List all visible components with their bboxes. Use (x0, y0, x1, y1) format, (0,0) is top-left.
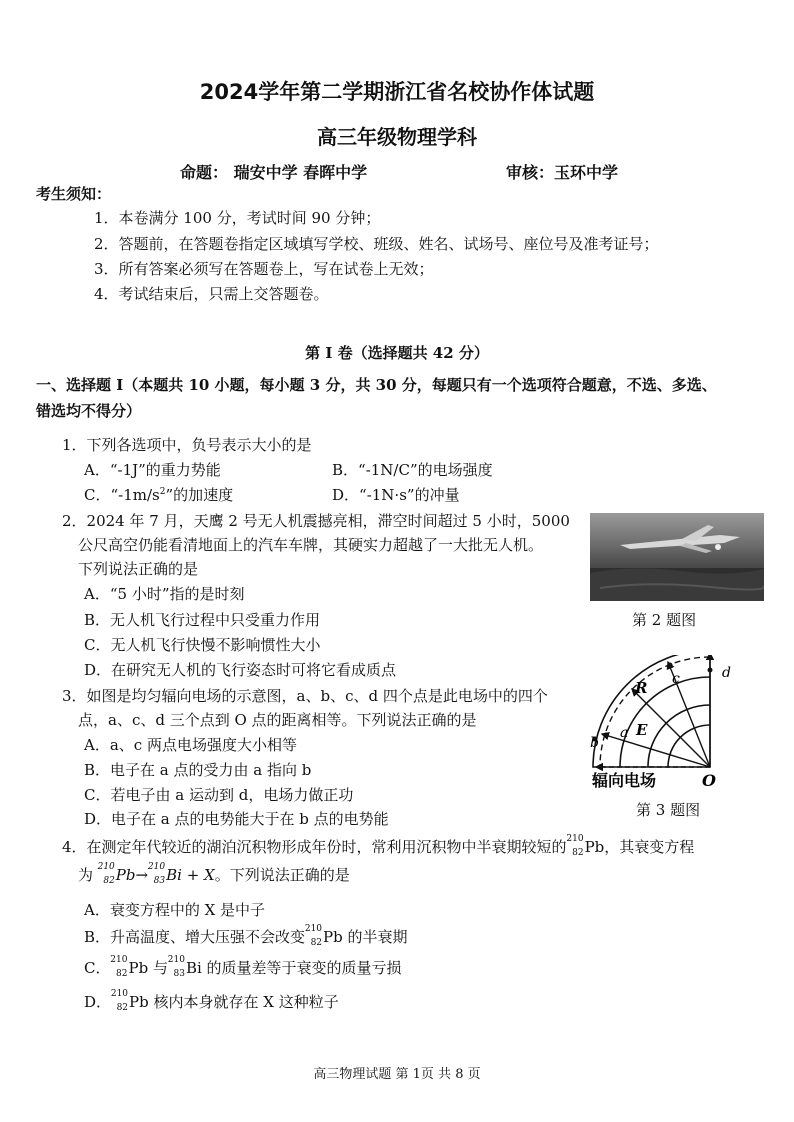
q1-option-a: A．“-1J”的重力势能 (84, 461, 221, 479)
label-a: a (620, 725, 629, 741)
figure-title: 辐向电场 (592, 771, 657, 790)
label-R: R (635, 679, 648, 697)
q1-option-b: B．“-1N/C”的电场强度 (332, 461, 493, 479)
q3-figure-caption: 第 3 题图 (636, 801, 701, 819)
section-heading: 一、选择题 I（本题共 10 小题，每小题 3 分，共 30 分，每题只有一个选项符合题意，不选、多选、 (36, 376, 717, 394)
label-O: O (702, 771, 716, 790)
label-c: c (672, 671, 680, 687)
notice-heading: 考生须知： (36, 185, 112, 203)
proposer: 命题： 瑞安中学 春晖中学 (180, 163, 368, 182)
q4-option-b: B．升高温度、增大压强不会改变 210 82 Pb 的半衰期 (84, 924, 408, 948)
section-heading-cont: 错选均不得分） (36, 402, 142, 420)
q2-option-a: A．“5 小时”指的是时刻 (84, 585, 245, 603)
q3-option-a: A．a、c 两点电场强度大小相等 (84, 736, 297, 754)
q2-stem-cont: 公尺高空仍能看清地面上的汽车车牌，其硬实力超越了一大批无人机。 (78, 536, 544, 554)
label-d: d (722, 665, 731, 681)
q2-stem: 2．2024 年 7 月，天鹰 2 号无人机震撼亮相，滞空时间超过 5 小时，5000 (62, 512, 570, 530)
page-footer: 高三物理试题 第 1页 共 8 页 (313, 1067, 481, 1082)
q4-option-d: D． 210 82 Pb 核内本身就存在 X 这种粒子 (84, 989, 339, 1013)
exam-title: 2024学年第二学期浙江省名校协作体试题 (199, 80, 595, 104)
q4-option-a: A．衰变方程中的 X 是中子 (84, 901, 266, 919)
q2-option-c: C．无人机飞行快慢不影响惯性大小 (84, 636, 321, 654)
decay-equation: 210 82 Pb→ 210 83 Bi + X (97, 862, 215, 886)
q2-stem-cont: 下列说法正确的是 (78, 560, 199, 578)
q2-figure-caption: 第 2 题图 (632, 611, 697, 629)
radial-field-figure (590, 655, 740, 795)
label-E: E (636, 721, 648, 739)
notice-item: 3．所有答案必须写在答题卷上，写在试卷上无效； (94, 260, 434, 278)
q3-option-d: D．电子在 a 点的电势能大于在 b 点的电势能 (84, 810, 389, 828)
notice-item: 4．考试结束后，只需上交答题卷。 (94, 285, 329, 303)
q4-stem: 4．在测定年代较近的湖泊沉积物形成年份时，常利用沉积物中半衰期较短的 210 82 Pb，其衰变方程 (62, 834, 695, 858)
q1-option-d: D．“-1N·s”的冲量 (332, 486, 460, 504)
q4-equation-line: 为 210 82 Pb→ 210 83 Bi + X。下列说法正确的是 (78, 862, 350, 886)
q2-option-b: B．无人机飞行过程中只受重力作用 (84, 611, 321, 629)
q3-stem-cont: 点，a、c、d 三个点到 O 点的距离相等。下列说法正确的是 (78, 711, 477, 729)
radial-field-diagram (590, 655, 740, 799)
q3-option-c: C．若电子由 a 运动到 d，电场力做正功 (84, 786, 354, 804)
reviewer: 审核：玉环中学 (506, 163, 619, 182)
q1-option-c: C．“$-1m/s^2$”的加速度 (84, 486, 234, 504)
exam-subtitle: 高三年级物理学科 (317, 125, 477, 149)
q4-option-c: C． 210 82 Pb 与 210 83 Bi 的质量差等于衰变的质量亏损 (84, 955, 402, 979)
q3-stem: 3．如图是均匀辐向电场的示意图，a、b、c、d 四个点是此电场中的四个 (62, 687, 548, 705)
q1-stem: 1．下列各选项中，负号表示大小的是 (62, 436, 312, 454)
notice-item: 2．答题前，在答题卷指定区域填写学校、班级、姓名、试场号、座位号及准考证号； (94, 235, 659, 253)
part-heading: 第 I 卷（选择题共 42 分） (305, 344, 489, 362)
drone-image (590, 513, 764, 601)
drone-photo (590, 513, 764, 601)
q3-option-b: B．电子在 a 点的受力由 a 指向 b (84, 761, 312, 779)
label-b: b (590, 735, 599, 751)
notice-item: 1．本卷满分 100 分，考试时间 90 分钟； (94, 209, 381, 227)
q2-option-d: D．在研究无人机的飞行姿态时可将它看成质点 (84, 661, 397, 679)
